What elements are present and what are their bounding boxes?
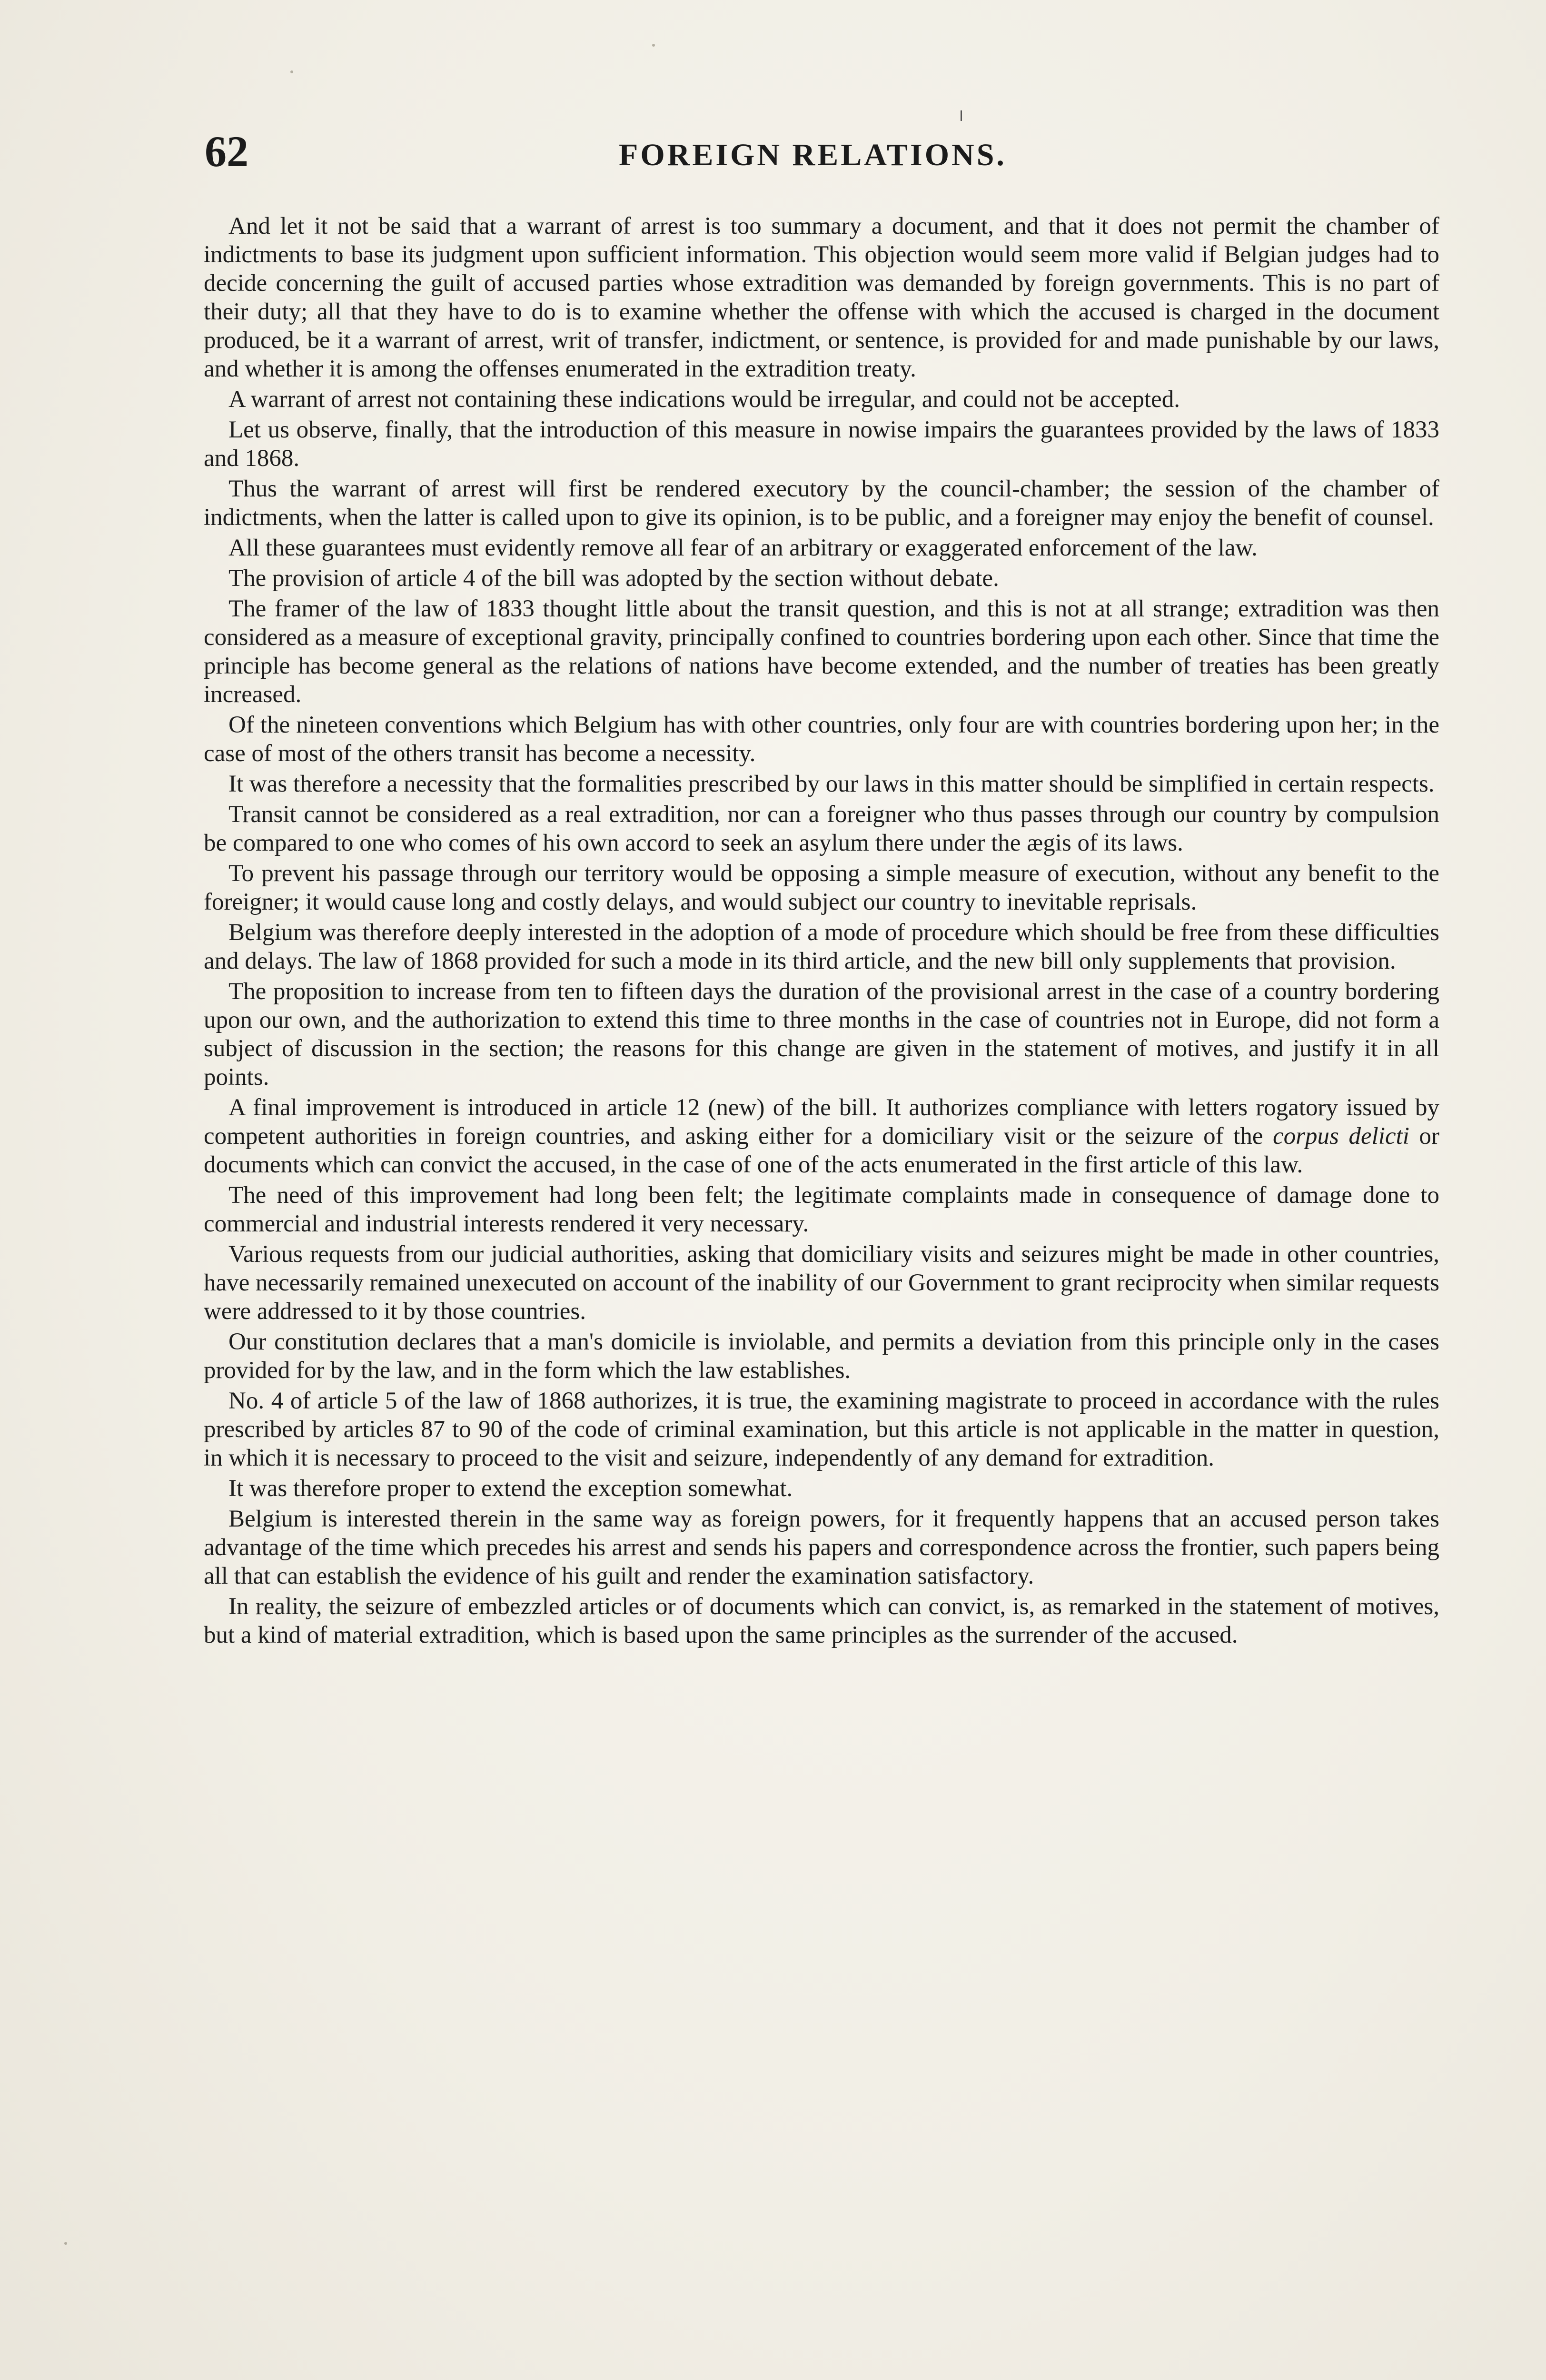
paragraph: And let it not be said that a warrant of arrest is too summary a document, and that it does not permit the chamber of indictments to base its judgment upon sufficient information. This objection would seem more valid if Belgian judges had to decide concerning the guilt of accused parties whose extradition was demanded by foreign governments. This is no part of their duty; all that they have to do is to examine whether the offense with which the accused is charged in the document produced, be it a warrant of arrest, writ of transfer, indictment, or sentence, is provided for and made punishable by our laws, and whether it is among the offenses enumerated in the extradition treaty. bbox=[204, 213, 1439, 382]
paragraph: Various requests from our judicial authorities, asking that domiciliary visits and seizures might be made in other countries, have necessarily remained unexecuted on account of the inability of our Government to grant reciprocity when similar requests were addressed to it by those countries. bbox=[204, 1241, 1439, 1325]
paragraph: Let us observe, finally, that the introduction of this measure in nowise impairs the guarantees provided by the laws of 1833 and 1868. bbox=[204, 416, 1439, 472]
paper-speck bbox=[290, 70, 293, 73]
paragraph: Belgium was therefore deeply interested in the adoption of a mode of procedure which should be free from these difficulties and delays. The law of 1868 provided for such a mode in its third article, and the new bill only supplements that provision. bbox=[204, 919, 1439, 974]
paragraph: The framer of the law of 1833 thought little about the transit question, and this is not at all strange; extradition was then considered as a measure of exceptional gravity, principally confined to countries bordering upon each other. Since that time the principle has become general as the relations of nations have become extended, and the number of treaties has been greatly increased. bbox=[204, 595, 1439, 708]
paragraph: To prevent his passage through our territory would be opposing a simple measure of execution, without any benefit to the foreigner; it would cause long and costly delays, and would subject our country to inevitable reprisals. bbox=[204, 860, 1439, 915]
paragraph: Thus the warrant of arrest will first be rendered executory by the council-chamber; the session of the chamber of indictments, when the latter is called upon to give its opinion, is to be public, and a foreigner may enjoy the benefit of counsel. bbox=[204, 476, 1439, 531]
paragraph: The need of this improvement had long been felt; the legitimate complaints made in consequence of damage done to commercial and industrial interests rendered it very necessary. bbox=[204, 1182, 1439, 1237]
paragraph: Of the nineteen conventions which Belgium has with other countries, only four are with countries bordering upon her; in the case of most of the others transit has become a necessity. bbox=[204, 712, 1439, 767]
print-mark bbox=[961, 110, 962, 121]
paragraph: A final improvement is introduced in article 12 (new) of the bill. It authorizes compliance with letters rogatory issued by competent authorities in foreign countries, and asking either for a domiciliary visit or the seizure of the corpus delicti or documents which can convict the accused, in the case of one of the acts enumerated in the first article of this law. bbox=[204, 1094, 1439, 1178]
paragraph: No. 4 of article 5 of the law of 1868 authorizes, it is true, the examining magistrate to proceed in accordance with the rules prescribed by articles 87 to 90 of the code of criminal examination, but this article is not applicable in the matter in question, in which it is necessary to proceed to the visit and seizure, independently of any demand for extradition. bbox=[204, 1388, 1439, 1471]
page-number: 62 bbox=[205, 127, 248, 176]
paragraph: The provision of article 4 of the bill was adopted by the section without debate. bbox=[228, 565, 999, 592]
paragraph: In reality, the seizure of embezzled articles or of documents which can convict, is, as remarked in the statement of motives, but a kind of material extradition, which is based upon the same principles as the surrender of the accused. bbox=[204, 1593, 1439, 1648]
page-header bbox=[205, 128, 1442, 180]
paper-speck bbox=[652, 44, 655, 47]
paragraph: Belgium is interested therein in the same way as foreign powers, for it frequently happens that an accused person takes advantage of the time which precedes his arrest and sends his papers and correspondence across the frontier, such papers being all that can establish the evidence of his guilt and render the examination satisfactory. bbox=[204, 1506, 1439, 1589]
paragraph: All these guarantees must evidently remove all fear of an arbitrary or exaggerated enforcement of the law. bbox=[228, 535, 1258, 561]
paragraph: The proposition to increase from ten to fifteen days the duration of the provisional arrest in the case of a country bordering upon our own, and the authorization to extend this time to three months in the case of countries not in Europe, did not form a subject of discussion in the section; the reasons for this change are given in the statement of motives, and justify it in all points. bbox=[204, 978, 1439, 1091]
paragraph: Our constitution declares that a man's domicile is inviolable, and permits a deviation from this principle only in the cases provided for by the law, and in the form which the law establishes. bbox=[204, 1329, 1439, 1384]
paper-speck bbox=[64, 2242, 67, 2245]
paragraph: A warrant of arrest not containing these indications would be irregular, and could not be accepted. bbox=[228, 386, 1180, 413]
paragraph: It was therefore a necessity that the formalities prescribed by our laws in this matter should be simplified in certain respects. bbox=[228, 771, 1435, 797]
paragraph: Transit cannot be considered as a real extradition, nor can a foreigner who thus passes through our country by compulsion be compared to one who comes of his own accord to seek an asylum there under the ægis of its laws. bbox=[204, 801, 1439, 856]
italic-phrase: corpus delicti bbox=[1273, 1123, 1409, 1150]
body-text bbox=[204, 212, 1439, 2344]
running-title: FOREIGN RELATIONS. bbox=[619, 138, 1007, 172]
paragraph: It was therefore proper to extend the exception somewhat. bbox=[228, 1475, 793, 1502]
